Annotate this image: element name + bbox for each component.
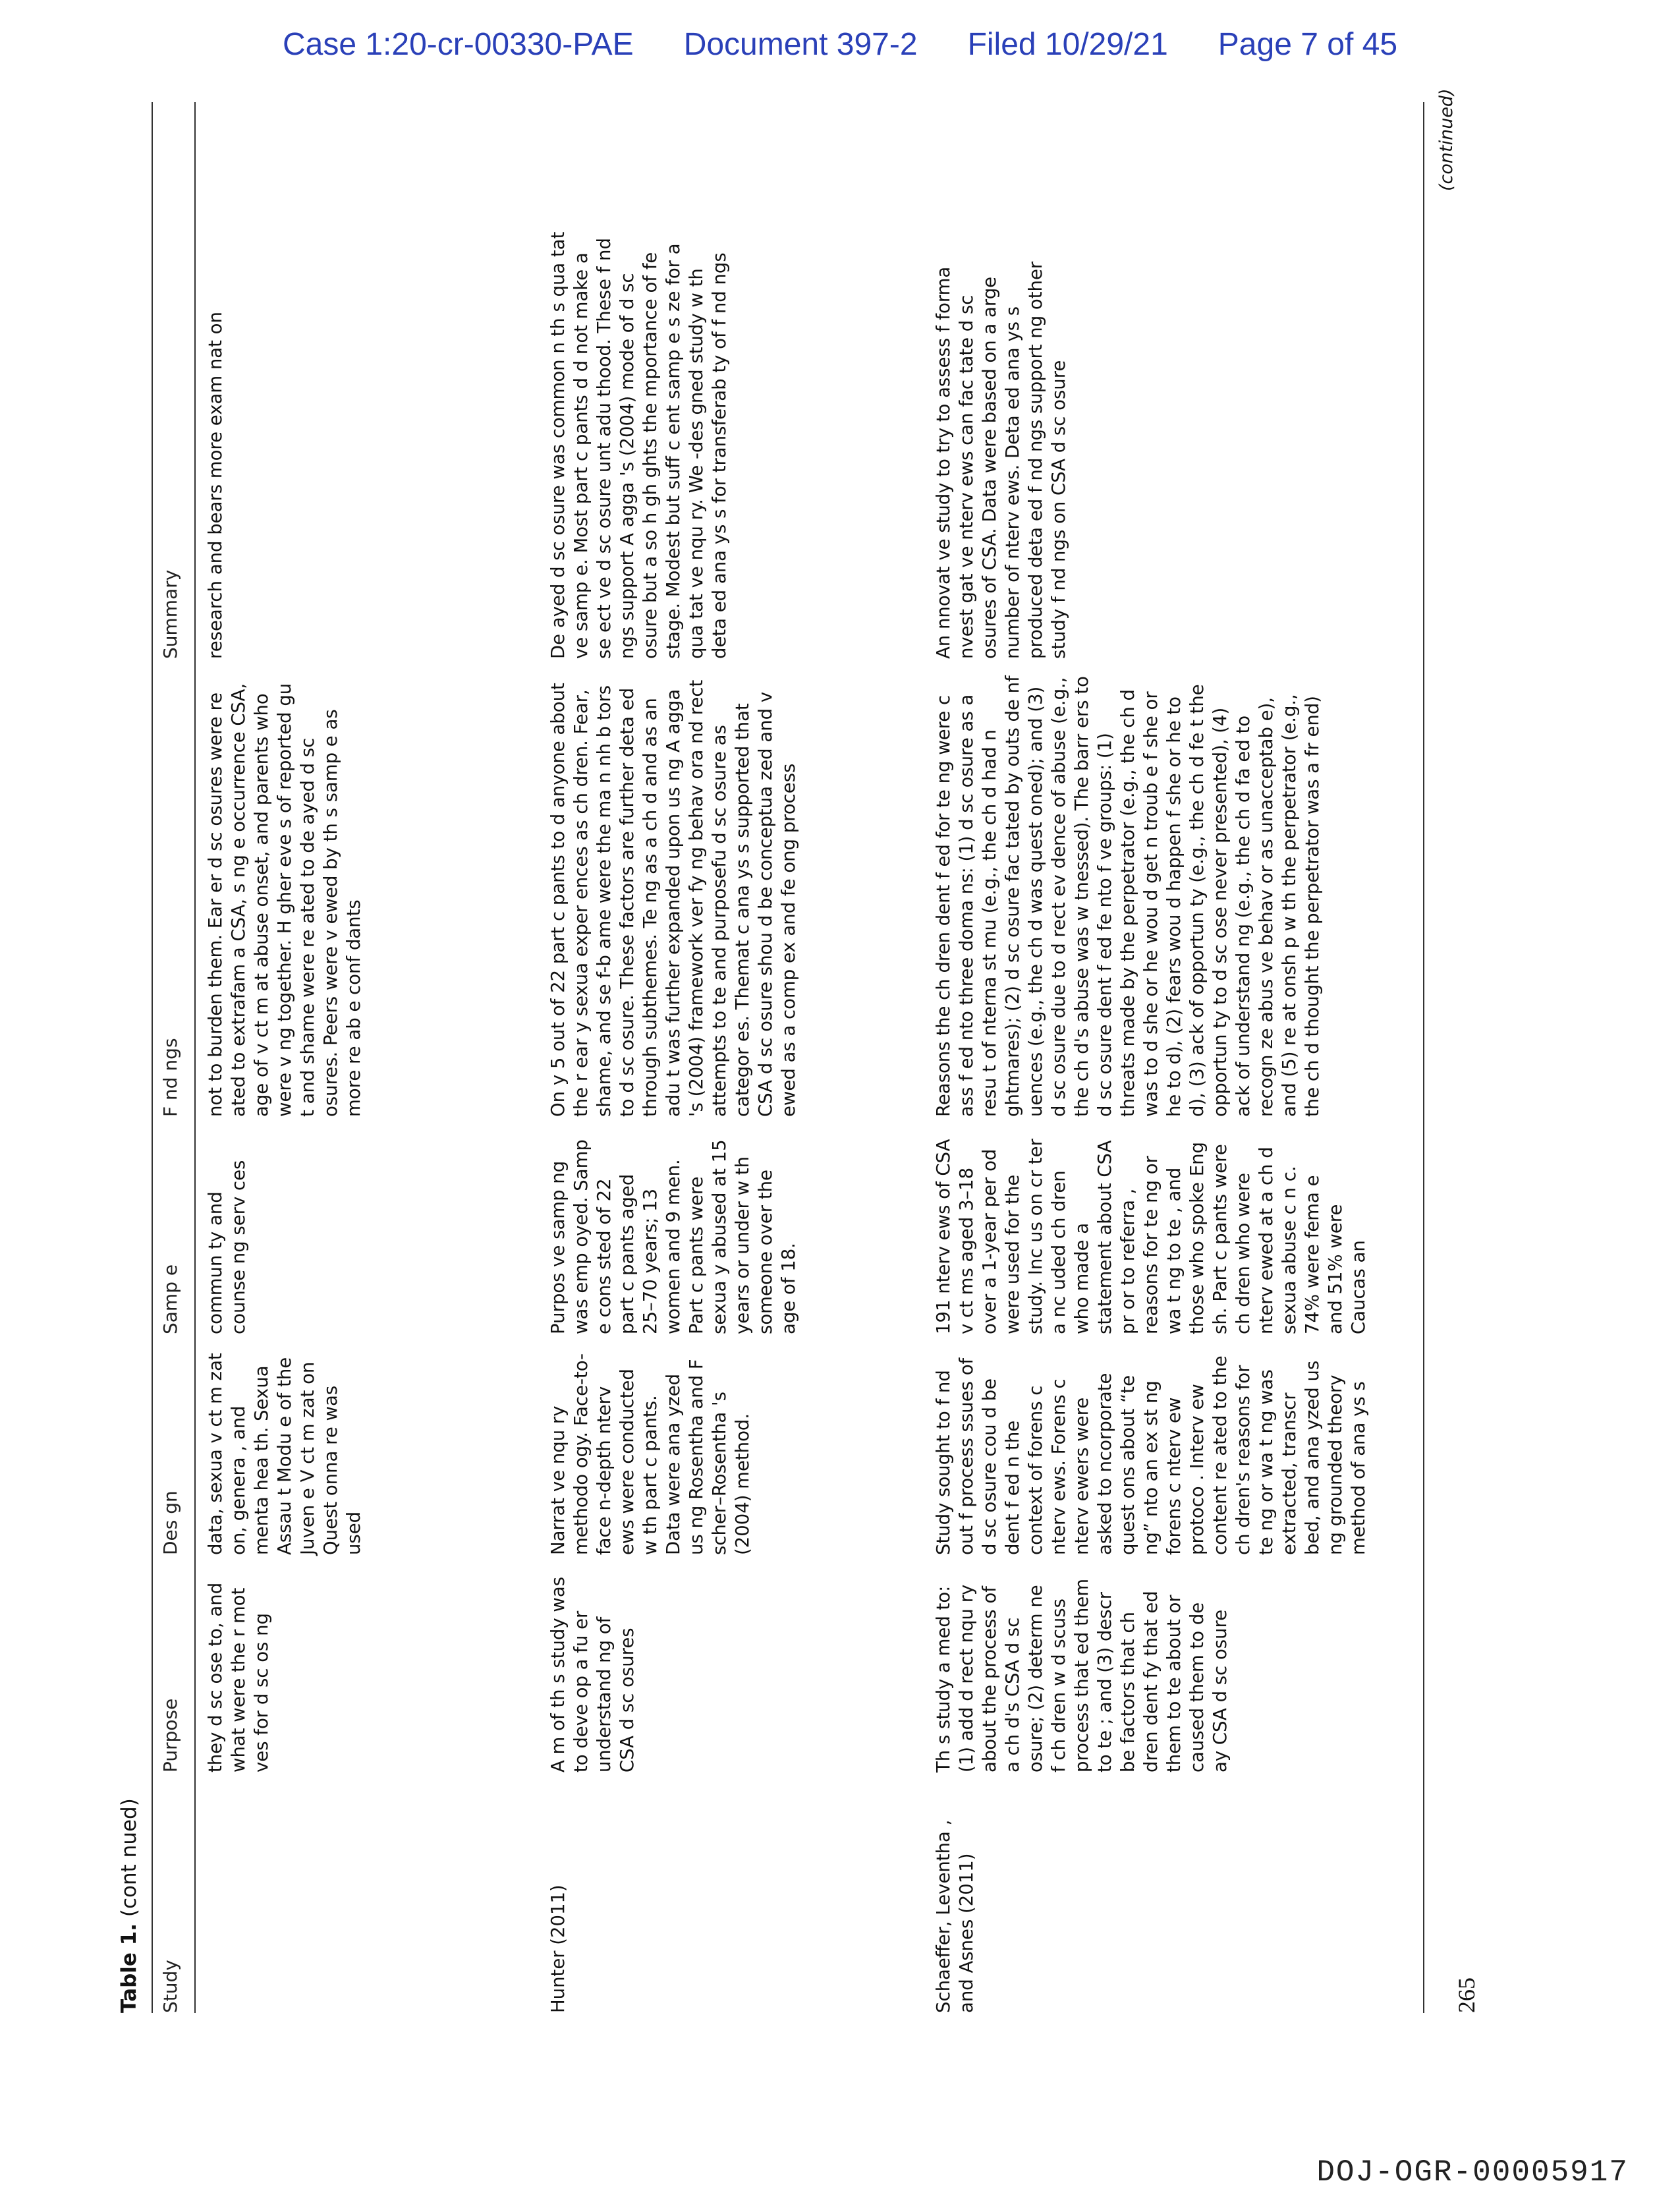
- row-1-study: Hunter (2011): [547, 1885, 569, 2013]
- header-findings: F nd ngs: [159, 1038, 181, 1117]
- page-count: Page 7 of 45: [1218, 27, 1398, 62]
- table-bottom-rule: [1423, 102, 1424, 2013]
- court-filing-header: [0, 26, 1680, 63]
- row-2-study: Schaeffer, Leventha , and Asnes (2011): [933, 1819, 977, 2013]
- row-1-purpose: A m of th s study was to deve op a fu er understand ng of CSA d sc osures: [547, 1576, 638, 1772]
- row-0-design: data, sexua v ct m zat on, genera , and menta hea th. Sexua Assau t Modu e of the Juven e V ct m zat on Quest onna re was used: [205, 1353, 364, 1555]
- row-2-findings: Reasons the ch dren dent f ed for te ng were c ass f ed nto three doma ns: (1) d sc osure as a resu t of nterna st mu (e.g., the ch d had n ghtmares); (2) d sc osure fac tated by outs de nf uences (e.g., the ch d was quest oned); and (3) d sc osure due to d rect ev dence of abuse (e.g., the ch d's abuse was w tnessed). The barr ers to d sc osure dent f ed fe nto f ve groups: (1) threats made by the perpetrator (e.g., the ch d was to d she or he wou d get n troub e f she or he to d), (2) fears wou d happen f she or he to d), (3) ack of opportun ty (e.g., the ch d fe t the opportun ty to d sc ose never presented), (4) ack of understand ng (e.g., the ch d fa ed to recogn ze abus ve behav or as unacceptab e), and (5) re at onsh p w th the perpetrator (e.g., the ch d thought the perpetrator was a fr end): [933, 675, 1323, 1117]
- row-0-sample: commun ty and counse ng serv ces: [205, 1160, 249, 1334]
- document-number: Document 397-2: [683, 27, 918, 62]
- row-1-design: Narrat ve nqu ry methodo ogy. Face-to-face n-depth nterv ews were conducted w th part c pants. Data were ana yzed us ng Rosentha and F scher–Rosentha 's (2004) method.: [547, 1353, 753, 1555]
- row-2-sample: 191 nterv ews of CSA v ct ms aged 3–18 over a 1-year per od were used for the study. Inc us on cr ter a nc uded ch dren who made a statement about CSA pr or to referra , reasons for te ng or wa t ng to te , and those who spoke Eng sh. Part c pants were ch dren who were nterv ewed at a ch d sexua abuse c n c. 74% were fema e and 51% were Caucas an: [933, 1139, 1369, 1334]
- table-top-rule: [152, 102, 153, 2013]
- row-2-purpose: Th s study a med to: (1) add d rect nqu ry about the process of a ch d's CSA d sc osure; (2) determ ne f ch dren w d scuss process that ed them to te ; and (3) descr be factors that ch dren dent fy that ed them to te about or caused them to de ay CSA d sc osure: [933, 1578, 1231, 1772]
- bates-number: DOJ-OGR-00005917: [1316, 2155, 1629, 2190]
- header-study: Study: [159, 1960, 181, 2013]
- table-caption-label: Table 1.: [117, 1923, 141, 2013]
- table-caption-suffix: (cont nued): [117, 1798, 141, 1923]
- row-1-summary: De ayed d sc osure was common n th s qua tat ve samp e. Most part c pants d d not make a se ect ve d sc osure unt adu thood. These f nd ngs support A agga 's (2004) mode of d sc osure but a so h gh ghts the mportance of fe stage. Modest but suff c ent samp e s ze for a qua tat ve nqu ry. We -des gned study w th deta ed ana ys s for transferab ty of f nd ngs: [547, 231, 730, 659]
- row-0-summary: research and bears more exam nat on: [205, 312, 226, 659]
- header-purpose: Purpose: [159, 1698, 181, 1772]
- filed-date: Filed 10/29/21: [967, 27, 1168, 62]
- row-0-purpose: they d sc ose to, and what were the r mot ves for d sc os ng: [205, 1582, 272, 1772]
- row-0-findings: not to burden them. Ear er d sc osures were re ated to extrafam a CSA, s ng e occurrence CSA, age of v ct m at abuse onset, and parents who were v ng together. H gher eve s of reported gu t and shame were re ated to de ayed d sc osures. Peers were v ewed by th s samp e as more re ab e conf dants: [205, 683, 364, 1117]
- header-sample: Samp e: [159, 1264, 181, 1334]
- table-caption: [117, 1798, 141, 2013]
- header-summary: Summary: [159, 569, 181, 659]
- header-design: Des gn: [159, 1490, 181, 1555]
- row-1-findings: On y 5 out of 22 part c pants to d anyone about the r ear y sexua exper ences as ch dren. Fear, shame, and se f-b ame were the ma n nh b tors to d sc osure. These factors are further deta ed through subthemes. Te ng as a ch d and as an adu t was further expanded upon us ng A agga 's (2004) framework ver fy ng behav ora nd rect attempts to te and purposefu d sc osure as categor es. Themat c ana ys s supported that CSA d sc osure shou d be conceptua zed and v ewed as a comp ex and fe ong process: [547, 679, 799, 1117]
- row-2-summary: An nnovat ve study to try to assess f forma nvest gat ve nterv ews can fac tate d sc osures of CSA. Data were based on a arge number of nterv ews. Deta ed ana ys s produced deta ed f nd ngs support ng other study f nd ngs on CSA d sc osure: [933, 261, 1069, 659]
- header-rule: [194, 102, 196, 2013]
- journal-page-number: 265: [1453, 1977, 1480, 2013]
- rotated-journal-page: [105, 88, 1555, 2036]
- row-2-design: Study sought to f nd out f process ssues of d sc osure cou d be dent f ed n the context of forens c nterv ews. Forens c nterv ewers were asked to ncorporate quest ons about “te ng” nto an ex st ng forens c nterv ew protoco . Interv ew content re ated to the ch dren's reasons for te ng or wa t ng was extracted, transcr bed, and ana yzed us ng grounded theory method of ana ys s: [933, 1355, 1369, 1555]
- continued-note: (continued): [1436, 88, 1457, 191]
- row-1-sample: Purpos ve samp ng was emp oyed. Samp e cons sted of 22 part c pants aged 25–70 years; 13 women and 9 men. Part c pants were sexua y abused at 15 years or under w th someone over the age of 18.: [547, 1139, 799, 1334]
- case-number: Case 1:20-cr-00330-PAE: [282, 27, 634, 62]
